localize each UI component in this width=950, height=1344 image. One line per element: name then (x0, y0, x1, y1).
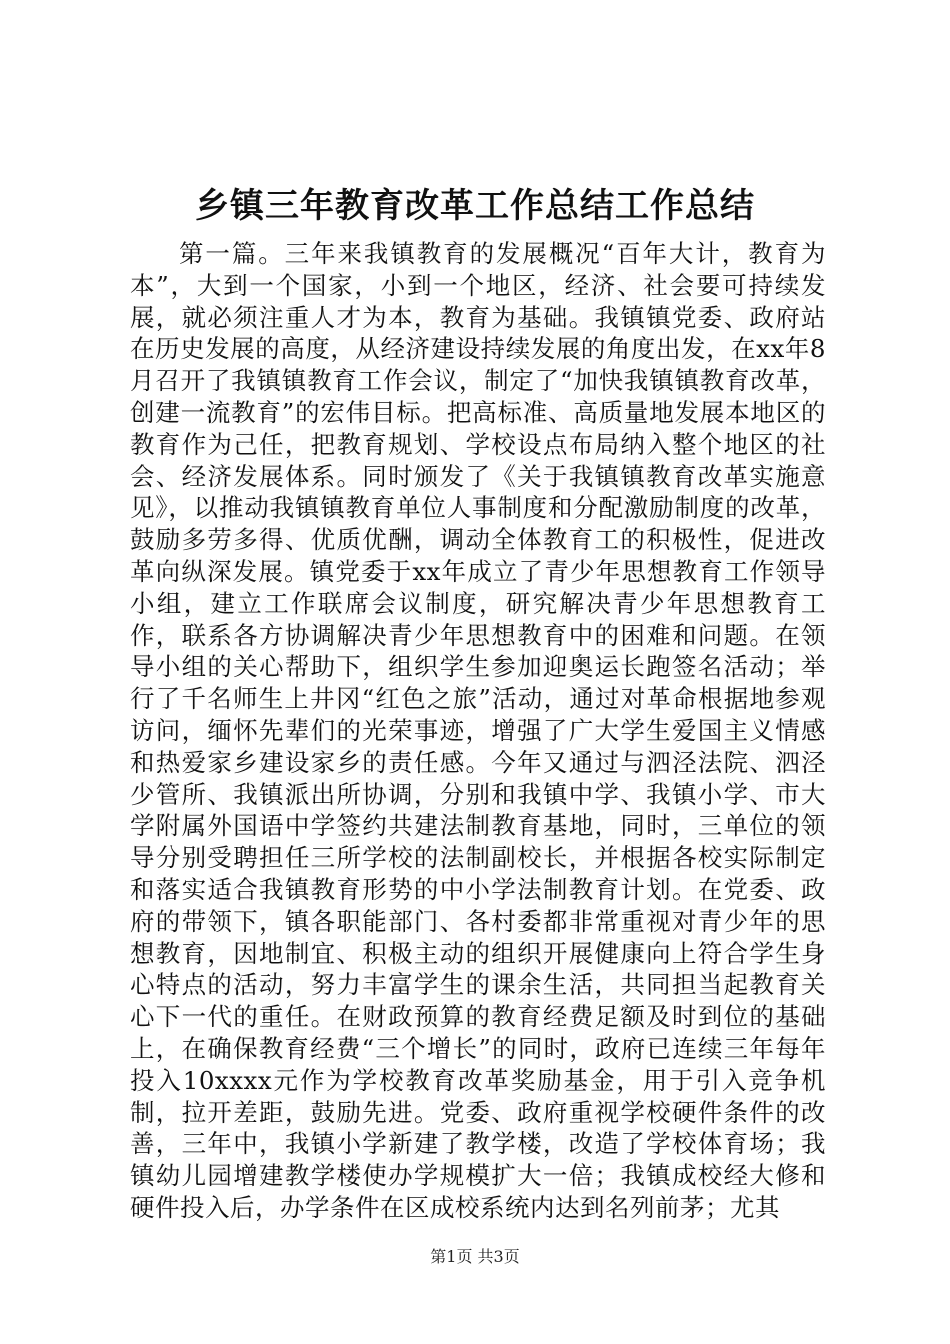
document-title: 乡镇三年教育改革工作总结工作总结 (195, 186, 755, 226)
page-number-footer: 第1页 共3页 (430, 1247, 520, 1266)
document-body-paragraph: 第一篇。三年来我镇教育的发展概况“百年大计，教育为本”，大到一个国家，小到一个地区，经济、社会要可持续发展，就必须注重人才为本，教育为基础。我镇镇党委、政府站在历史发展的高度，从经济建设持续发展的角度出发，在xx年8月召开了我镇镇教育工作会议，制定了“加快我镇镇教育改革，创建一流教育”的宏伟目标。把高标准、高质量地发展本地区的教育作为己任，把教育规划、学校设点布局纳入整个地区的社会、经济发展体系。同时颁发了《关于我镇镇教育改革实施意见》，以推动我镇镇教育单位人事制度和分配激励制度的改革，鼓励多劳多得、优质优酬，调动全体教育工的积极性，促进改革向纵深发展。镇党委于xx年成立了青少年思想教育工作领导小组，建立工作联席会议制度，研究解决青少年思想教育工作，联系各方协调解决青少年思想教育中的困难和问题。在领导小组的关心帮助下，组织学生参加迎奥运长跑签名活动；举行了千名师生上井冈“红色之旅”活动，通过对革命根据地参观访问，缅怀先辈们的光荣事迹，增强了广大学生爱国主义情感和热爱家乡建设家乡的责任感。今年又通过与泗泾法院、泗泾少管所、我镇派出所协调，分别和我镇中学、我镇小学、市大学附属外国语中学签约共建法制教育基地，同时，三单位的领导分别受聘担任三所学校的法制副校长，并根据各校实际制定和落实适合我镇教育形势的中小学法制教育计划。在党委、政府的带领下，镇各职能部门、各村委都非常重视对青少年的思想教育，因地制宜、积极主动的组织开展健康向上符合学生身心特点的活动，努力丰富学生的课余生活，共同担当起教育关心下一代的重任。在财政预算的教育经费足额及时到位的基础上，在确保教育经费“三个增长”的同时，政府已连续三年每年投入10xxxx元作为学校教育改革奖励基金，用于引入竞争机制，拉开差距，鼓励先进。党委、政府重视学校硬件条件的改善，三年中，我镇小学新建了教学楼，改造了学校体育场；我镇幼儿园增建教学楼使办学规模扩大一倍；我镇成校经大修和硬件投入后，办学条件在区成校系统内达到名列前茅；尤其 (130, 239, 826, 1222)
